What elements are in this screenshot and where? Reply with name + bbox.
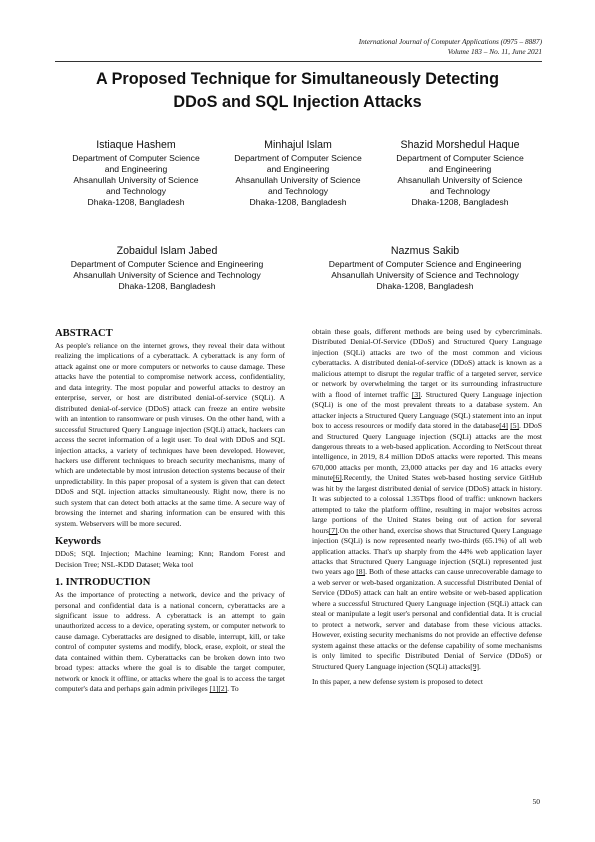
author-university: Ahsanullah University of Science bbox=[397, 174, 523, 185]
author-block-4 bbox=[50, 244, 284, 292]
citation-link[interactable]: [7] bbox=[328, 525, 338, 535]
page-number: 50 bbox=[532, 797, 540, 806]
header-divider bbox=[55, 61, 542, 62]
author-university: and Technology bbox=[429, 186, 491, 197]
author-name: Nazmus Sakib bbox=[390, 245, 460, 257]
right-column bbox=[312, 327, 542, 687]
author-dept: Department of Computer Science bbox=[72, 152, 200, 163]
abstract-text: As people's reliance on the internet grows, they reveal their data without realizing the implications of a cyberattack. A cyberattack is any form of attack against one or more computers or networks to cause damage. These attacks have the potential to compromise network access, confidentiality, and data integrity. The most popular and powerful attacks to destroy an enterprise, server, or host are distributed denial-of-service (SQLi). A distributed denial-of-service (DDoS) attack can freeze an entire website with an intention to ransomware or push viruses. On the other hand, with a successful Structured Query Language injection (SQLi) attack, hackers can access the secret information of a legit user. To deal with DDoS and SQL injection attacks, a variety of techniques have been developed. However, hackers use different techniques to breach security mechanisms, many of which are undetectable by most intrusion detection systems because of their unpredictability. In this paper proposal of a system is given that can detect DDoS and SQL injection attacks simultaneously. Right now, there is no such system that can detect both attacks at the same time. A secure way of browsing the internet and sharing information can be ensured with this system. Webservers will be more secured. bbox=[55, 341, 285, 528]
author-university: and Technology bbox=[105, 186, 167, 197]
author-dept: Department of Computer Science bbox=[234, 152, 362, 163]
citation-link[interactable]: [6] bbox=[332, 473, 342, 483]
author-block-3 bbox=[379, 138, 541, 209]
author-city: Dhaka-1208, Bangladesh bbox=[118, 280, 216, 291]
author-name: Shazid Morshedul Haque bbox=[400, 139, 520, 151]
left-column bbox=[55, 327, 285, 695]
title-line-1: A Proposed Technique for Simultaneously Detecting bbox=[96, 70, 499, 88]
author-city: Dhaka-1208, Bangladesh bbox=[249, 197, 347, 208]
citation-link[interactable]: [1][2] bbox=[209, 684, 228, 694]
intro-continued-text: obtain these goals, different methods are being used by cybercriminals. Distributed Denial-Of-Service (DDoS) and Structured Query Language injection (SQLi) attacks are two of the most common and vicious cyberattacks. A distributed denial-of-service (DDoS) attack is known as a malicious attempt to disrupt the regular traffic of a targeted server, service or network by overwhelming the target or its surrounding infrastructure with a flood of internet traffic [3]. Structured Query Language injection (SQLi) is one of the most prevalent threats to a database system. An attacker injects a Structured Query Language (SQL) statement into an input box to access resources or modify data stored in the database[4] [5]. DDoS and Structured Query Language injection (SQLi) attacks are the most dangerous threats to a web-based application. According to NetScout threat intelligence, in 2019, 8.4 million DDoS attacks were reported. This means 670,000 attacks per month, 23,000 attacks per day and 16 attacks every minute[6].Recently, the United States web-based hosting service GitHub was hit by the largest distributed denial of service (DDoS) attack in history. It was subjected to a colossal 1.35Tbps flood of traffic: unknown hackers attempted to take the platform offline, resulting in major websites across large portions of the United States being out of action for several hours[7].On the other hand, exercise shows that Structured Query Language injection (SQLi) is now represented nearly two-thirds (65.1%) of all web application attacks. That's up sharply from the 44% web application layer attacks that Structured Query Language injection (SQLi) represented just two years ago [8]. Both of these attacks can cause unrecoverable damage to a web server or web-based organization. A successful Distributed Denial of Service (DDoS) attack can halt an entire website or web-based application where a successful Structured Query Language injection (SQLi) attack can steal or manipulate a legit user's personal and confidential data. It is crucial to protect a network, server and database from these vicious attacks. However, existing security mechanisms do not provide an effective defense system against these attacks or the defense capability of some mechanisms is only limited to specific Distributed Denial of Service (DDoS) or Structured Query Language injection (SQLi) attacks[9]. bbox=[312, 327, 543, 671]
introduction-text: As the importance of protecting a network, device and the privacy of personal and confidential data is a national concern, cyberattacks are a significant issue to address. A cyberattack is an attempt to gain unauthorized access to a device, operating system, or computer network to cause damage. Cyberattacks are designed to disable, interrupt, kill, or take control of computer systems and modify, block, erase, exploit, or steal the data contained within them. Cyberattacks can be broken down into two broad types: attacks where the goal is to disable the target computer, network or knock it offline, or attacks where the goal is to access the target computer's data and perhaps gain admin privileges [1][2]. To bbox=[55, 590, 285, 694]
author-university: Ahsanullah University of Science and Technology bbox=[73, 269, 261, 280]
introduction-heading: 1. INTRODUCTION bbox=[55, 577, 151, 589]
author-dept: Department of Computer Science and Engineering bbox=[328, 258, 522, 269]
keywords-heading: Keywords bbox=[55, 536, 101, 548]
author-university: Ahsanullah University of Science bbox=[73, 174, 199, 185]
abstract-heading: ABSTRACT bbox=[55, 328, 113, 339]
author-name: Minhajul Islam bbox=[264, 139, 332, 151]
title-line-2: DDoS and SQL Injection Attacks bbox=[173, 93, 422, 111]
citation-link[interactable]: [5] bbox=[510, 421, 520, 431]
proposal-text: In this paper, a new defense system is proposed to detect bbox=[312, 676, 483, 686]
author-name: Istiaque Hashem bbox=[96, 139, 176, 151]
journal-volume: Volume 183 – No. 11, June 2021 bbox=[447, 47, 542, 56]
author-block-2 bbox=[217, 138, 379, 209]
citation-link[interactable]: [4] bbox=[499, 421, 508, 431]
keywords-text: DDoS; SQL Injection; Machine learning; Knn; Random Forest and Decision Tree; NSL-KDD Dataset; Weka tool bbox=[55, 549, 285, 569]
journal-header bbox=[359, 37, 542, 57]
author-university: Ahsanullah University of Science bbox=[235, 174, 361, 185]
citation-link[interactable]: [8] bbox=[356, 567, 366, 577]
paper-title bbox=[40, 68, 555, 114]
author-university: and Technology bbox=[267, 186, 329, 197]
author-dept: Department of Computer Science and Engineering bbox=[70, 258, 264, 269]
author-name: Zobaidul Islam Jabed bbox=[116, 245, 218, 257]
author-dept: and Engineering bbox=[104, 163, 168, 174]
author-city: Dhaka-1208, Bangladesh bbox=[87, 197, 185, 208]
journal-name: International Journal of Computer Applications (0975 – 8887) bbox=[358, 37, 542, 46]
citation-link[interactable]: [3] bbox=[411, 389, 421, 399]
author-dept: and Engineering bbox=[428, 163, 492, 174]
author-block-5 bbox=[308, 244, 542, 292]
author-dept: Department of Computer Science bbox=[396, 152, 524, 163]
citation-link[interactable]: [9] bbox=[470, 661, 480, 671]
author-city: Dhaka-1208, Bangladesh bbox=[376, 280, 474, 291]
author-city: Dhaka-1208, Bangladesh bbox=[411, 197, 509, 208]
author-university: Ahsanullah University of Science and Technology bbox=[331, 269, 519, 280]
author-dept: and Engineering bbox=[266, 163, 330, 174]
author-block-1 bbox=[55, 138, 217, 209]
